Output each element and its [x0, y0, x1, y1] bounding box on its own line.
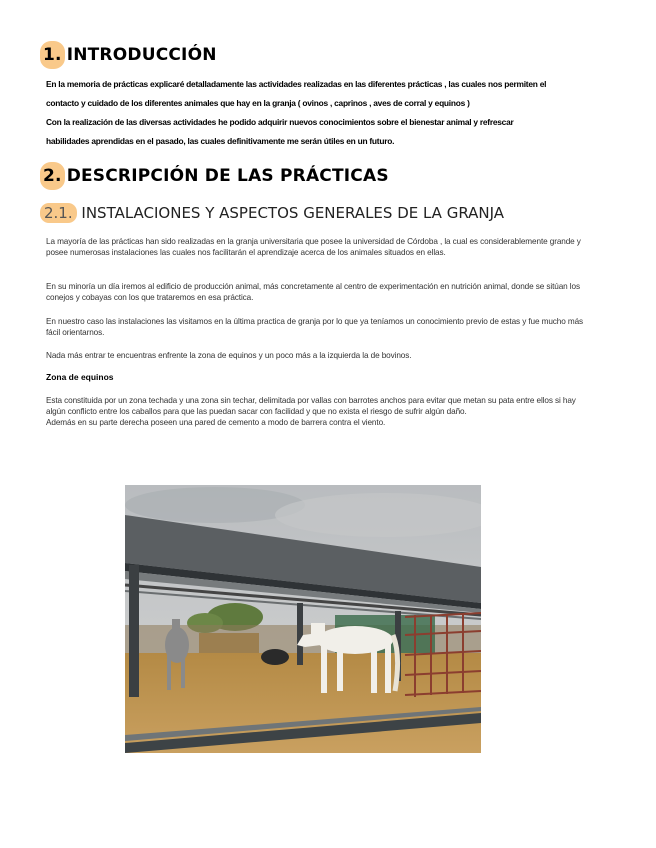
subheading-zona-equinos: Zona de equinos [46, 372, 114, 382]
intro-text [46, 75, 616, 151]
section-2-heading [40, 162, 389, 190]
horse-stable-photo [125, 485, 481, 753]
intro-line: En la memoria de prácticas explicaré detalladamente las actividades realizadas en las diferentes prácticas , las cuales nos permiten el [46, 79, 547, 89]
zone-line: Esta constituida por un zona techada y una zona sin techar, delimitada por vallas con barrotes anchos para evitar que metan su pata entre ellos si hay algún conflicto entre los caballos para que las puedan sacar con facilidad y que no exista el riesgo de sufrir algún daño. [46, 396, 576, 416]
section-1-heading [40, 41, 217, 69]
section-1-title: INTRODUCCIÓN [66, 45, 217, 65]
section-2-1-number: 2.1. [40, 203, 77, 223]
section-2-title: DESCRIPCIÓN DE LAS PRÁCTICAS [66, 166, 389, 186]
paragraph: En nuestro caso las instalaciones las visitamos en la última practica de granja por lo que ya teníamos un conocimiento previo de estas y fue mucho más fácil orientarnos. [46, 317, 584, 337]
section-1-number: 1. [40, 41, 65, 69]
paragraph: Nada más entrar te encuentras enfrente la zona de equinos y un poco más a la izquierda la de bovinos. [46, 351, 412, 360]
paragraph: La mayoría de las prácticas han sido realizadas en la granja universitaria que posee la universidad de Córdoba , la cual es considerablemente grande y posee numerosas instalaciones las cuales nos facilitarán el aprendizaje acerca de los animales situados en ellas. [46, 237, 581, 257]
intro-line: habilidades aprendidas en el pasado, las cuales definitivamente me serán útiles en un futuro. [46, 136, 395, 146]
section-2-number: 2. [40, 162, 65, 190]
section-2-1-title: INSTALACIONES Y ASPECTOS GENERALES DE LA GRANJA [81, 204, 505, 222]
intro-line: contacto y cuidado de los diferentes animales que hay en la granja ( ovinos , caprinos , aves de corral y equinos ) [46, 98, 470, 108]
zone-line: Además en su parte derecha poseen una pared de cemento a modo de barrera contra el viento. [46, 418, 386, 427]
paragraph: En su minoría un día iremos al edificio de producción animal, más concretamente al centro de experimentación en nutrición animal, donde se sitúan los conejos y cobayas con los que trataremos en esa práctica. [46, 282, 580, 302]
paragraph [46, 395, 591, 428]
intro-line: Con la realización de las diversas actividades he podido adquirir nuevos conocimientos sobre el bienestar animal y refrescar [46, 117, 514, 127]
section-2-1-heading [40, 203, 504, 223]
